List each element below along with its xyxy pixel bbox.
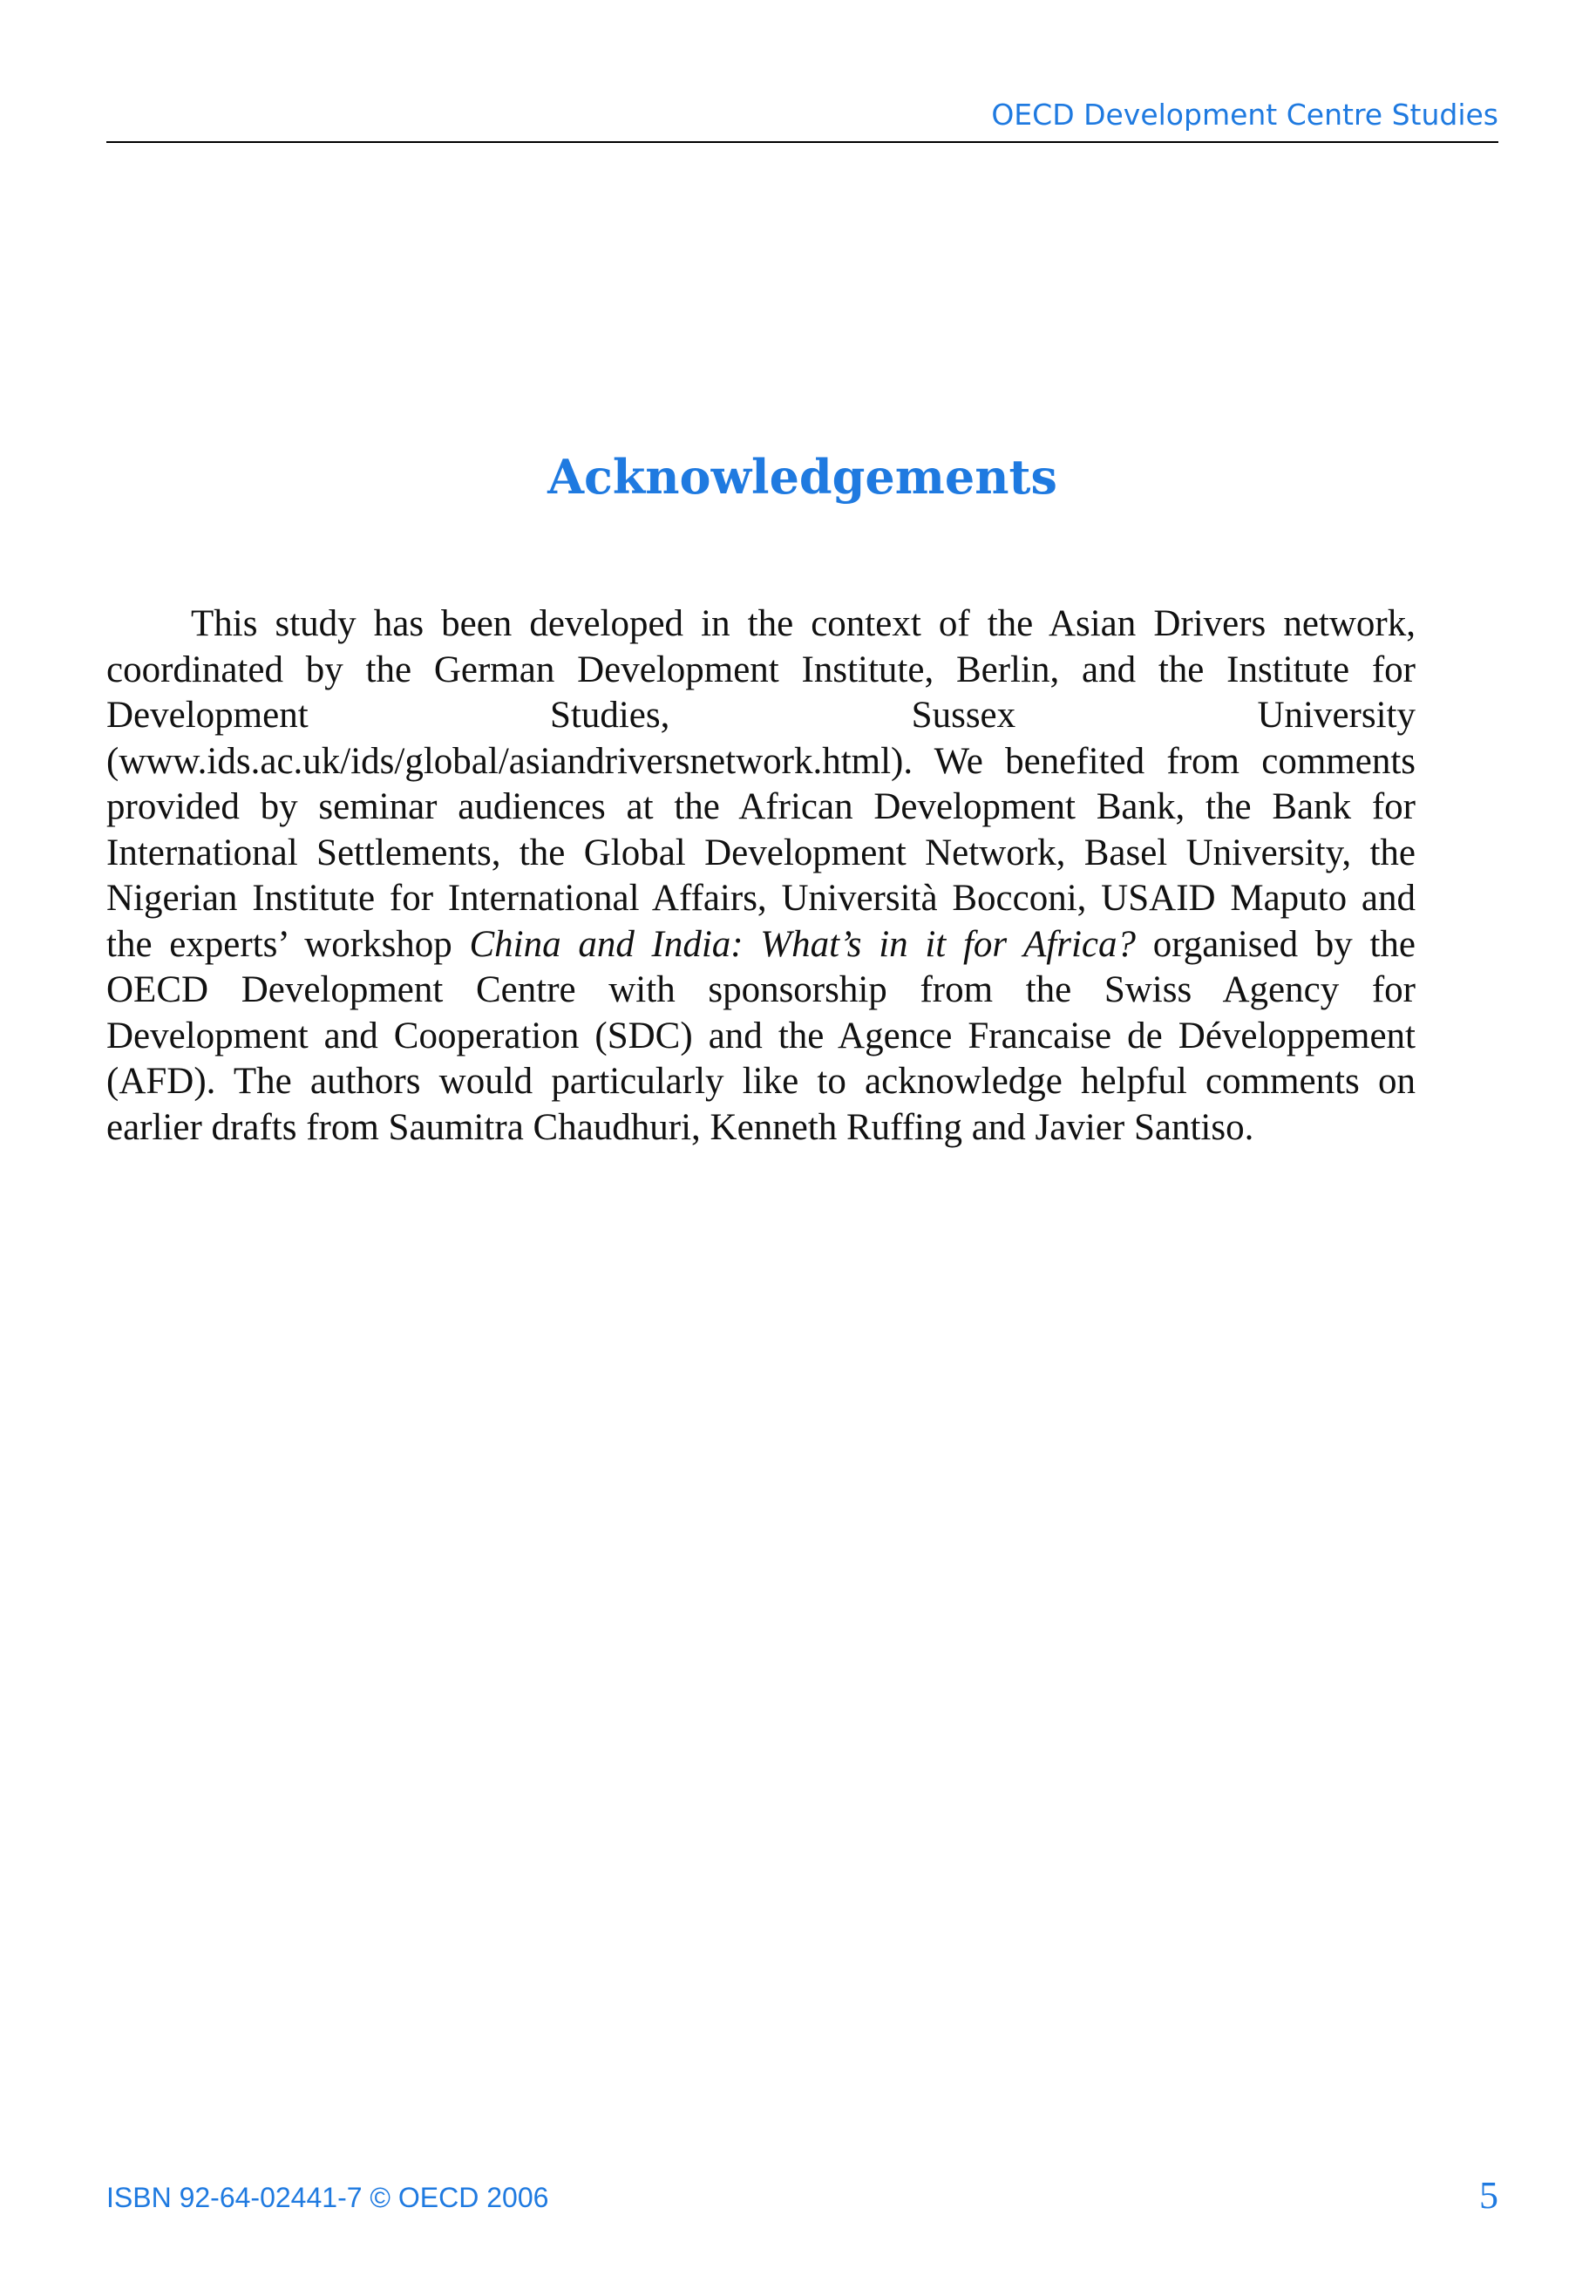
workshop-title: China and India: What’s in it for Africa? — [469, 923, 1137, 965]
page-number: 5 — [1479, 2174, 1498, 2217]
acknowledgements-paragraph — [106, 601, 1416, 1151]
paragraph-text-part-2: organised by the OECD Development Centre with sponsorship from the Swiss Agency for Development and Cooperation (SDC) and the Agence Francaise de Développement (AFD). The authors would particularly like to acknowledge helpful comments on earlier drafts from Saumitra Chaudhuri, Kenneth Ruffing and Javier Santiso. — [106, 923, 1416, 1148]
running-header: OECD Development Centre Studies — [991, 98, 1498, 132]
page-title: Acknowledgements — [547, 449, 1057, 505]
footer-isbn: ISBN 92-64-02441-7 © OECD 2006 — [106, 2182, 549, 2213]
paragraph-text-part-1: This study has been developed in the context of the Asian Drivers network, coordinated by the German Development Institute, Berlin, and the Institute for Development Studies, Sussex University (www.ids.ac.uk/ids/global/asiandriversnetwork.html). We benefited from comments provided by seminar audiences at the African Development Bank, the Bank for International Settlements, the Global Development Network, Basel University, the Nigerian Institute for International Affairs, Università Bocconi, USAID Maputo and the experts’ workshop — [106, 603, 1416, 965]
header-divider — [106, 141, 1498, 143]
